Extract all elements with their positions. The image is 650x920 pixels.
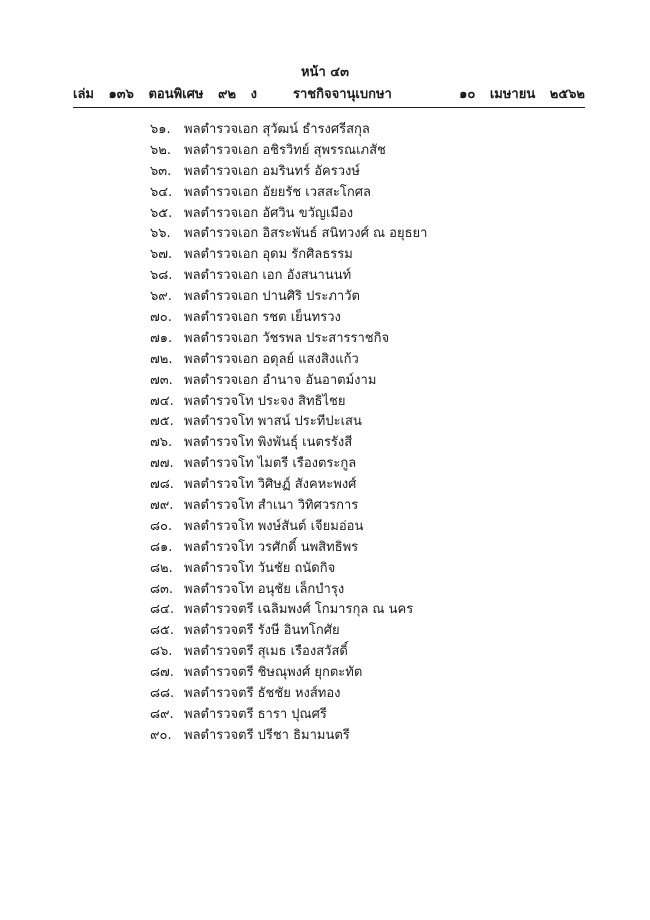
page-number: หน้า ๔๓ xyxy=(300,65,349,80)
entry-rank: พลตำรวจเอก xyxy=(184,142,259,158)
list-item xyxy=(150,600,427,621)
entry-name: พาสน์ ประทีปะเสน xyxy=(257,414,362,430)
entry-name: สำเนา วิทิศวรการ xyxy=(257,498,359,514)
entry-name: อำนาจ อันอาตม์งาม xyxy=(262,372,377,388)
entry-name: อดุลย์ แสงสิงแก้ว xyxy=(262,351,359,367)
entry-rank: พลตำรวจเอก xyxy=(184,247,259,263)
entry-rank: พลตำรวจตรี xyxy=(184,665,254,681)
entry-rank: พลตำรวจตรี xyxy=(184,706,254,722)
volume-label: เล่ม xyxy=(73,87,94,102)
list-item xyxy=(150,141,427,162)
entry-number: ๗๑. xyxy=(150,330,173,346)
entry-number: ๘๑. xyxy=(150,539,173,555)
entry-name: วรศักดิ์ นพสิทธิพร xyxy=(257,539,359,555)
entry-rank: พลตำรวจโท xyxy=(184,518,254,534)
list-item xyxy=(150,433,427,454)
entry-rank: พลตำรวจโท xyxy=(184,560,254,576)
list-item xyxy=(150,496,427,517)
name-list xyxy=(150,120,427,747)
list-item xyxy=(150,245,427,266)
list-item xyxy=(150,162,427,183)
entry-number: ๘๒. xyxy=(150,560,173,576)
entry-number: ๗๘. xyxy=(150,477,174,493)
entry-name: ประจง สิทธิไชย xyxy=(257,393,346,409)
list-item xyxy=(150,183,427,204)
entry-name: อิสระพันธ์ สนิทวงศ์ ณ อยุธยา xyxy=(262,226,428,242)
entry-rank: พลตำรวจเอก xyxy=(184,351,259,367)
list-item xyxy=(150,726,427,747)
entry-number: ๖๙. xyxy=(150,289,172,305)
entry-name: เฉลิมพงศ์ โกมารกุล ณ นคร xyxy=(257,602,414,618)
entry-rank: พลตำรวจโท xyxy=(184,581,254,597)
entry-number: ๖๘. xyxy=(150,268,173,284)
entry-rank: พลตำรวจโท xyxy=(184,414,254,430)
entry-number: ๗๐. xyxy=(150,310,172,326)
list-item xyxy=(150,412,427,433)
entry-number: ๘๖. xyxy=(150,644,173,660)
entry-name: อัศวิน ขวัญเมือง xyxy=(262,205,354,221)
publication-date xyxy=(459,86,585,104)
entry-name: เอก อังสนานนท์ xyxy=(262,268,352,284)
list-item xyxy=(150,120,427,141)
entry-name: รชต เย็นทรวง xyxy=(262,310,341,326)
list-item xyxy=(150,308,427,329)
entry-name: รังษี อินทโกศัย xyxy=(257,623,340,639)
list-item xyxy=(150,663,427,684)
list-item xyxy=(150,580,427,601)
entry-rank: พลตำรวจตรี xyxy=(184,727,254,743)
entry-rank: พลตำรวจเอก xyxy=(184,122,259,137)
list-item xyxy=(150,475,427,496)
list-item xyxy=(150,392,427,413)
date-month: เมษายน xyxy=(489,87,536,102)
section-letter: ง xyxy=(250,87,257,102)
entry-number: ๗๙. xyxy=(150,498,174,514)
entry-name: อนุชัย เล็กบำรุง xyxy=(257,581,345,597)
entry-number: ๖๓. xyxy=(150,163,172,179)
entry-rank: พลตำรวจเอก xyxy=(184,205,259,221)
entry-number: ๖๕. xyxy=(150,205,173,221)
entry-rank: พลตำรวจโท xyxy=(184,435,254,451)
entry-name: ไมตรี เรืองตระกูล xyxy=(257,456,357,472)
entry-name: อุดม รักศิลธรรม xyxy=(262,247,353,263)
entry-name: พงษ์สันต์ เจียมอ่อน xyxy=(257,518,364,534)
list-item xyxy=(150,204,427,225)
list-item xyxy=(150,224,427,245)
entry-rank: พลตำรวจโท xyxy=(184,393,254,409)
entry-number: ๘๓. xyxy=(150,581,174,597)
entry-rank: พลตำรวจเอก xyxy=(184,226,259,242)
entry-number: ๗๓. xyxy=(150,372,173,388)
list-item xyxy=(150,538,427,559)
entry-name: วิศิษฏ์ สังคหะพงศ์ xyxy=(257,477,357,493)
list-item xyxy=(150,517,427,538)
entry-rank: พลตำรวจเอก xyxy=(184,372,259,388)
list-item xyxy=(150,621,427,642)
date-year: ๒๕๖๒ xyxy=(549,87,585,102)
entry-rank: พลตำรวจเอก xyxy=(184,289,259,305)
entry-rank: พลตำรวจเอก xyxy=(184,268,259,284)
entry-name: อชิรวิทย์ สุพรรณเภสัช xyxy=(262,142,386,158)
entry-number: ๗๕. xyxy=(150,414,174,430)
entry-name: วันชัย ถนัดกิจ xyxy=(257,560,336,576)
entry-name: สุวัฒน์ ธำรงศรีสกุล xyxy=(262,122,370,137)
entry-rank: พลตำรวจเอก xyxy=(184,163,259,179)
list-item xyxy=(150,266,427,287)
entry-rank: พลตำรวจตรี xyxy=(184,686,254,702)
list-item xyxy=(150,454,427,475)
list-item xyxy=(150,350,427,371)
entry-name: พิงพันธุ์ เนตรรังสี xyxy=(257,435,353,451)
issue-number: ๙๒ xyxy=(217,87,237,102)
volume-issue-info xyxy=(73,86,267,104)
entry-name: ธารา ปุณศรี xyxy=(257,706,327,722)
entry-name: อมรินทร์ อัครวงษ์ xyxy=(262,163,360,179)
entry-rank: พลตำรวจโท xyxy=(184,498,254,514)
date-day: ๑๐ xyxy=(459,87,476,102)
entry-number: ๘๘. xyxy=(150,686,175,702)
entry-number: ๘๔. xyxy=(150,602,175,618)
entry-number: ๖๑. xyxy=(150,122,171,137)
entry-name: ปรีชา ธิมามนตรี xyxy=(257,727,350,743)
list-item xyxy=(150,705,427,726)
volume-number: ๑๓๖ xyxy=(108,87,134,102)
entry-number: ๗๗. xyxy=(150,456,174,472)
list-item xyxy=(150,287,427,308)
header-divider xyxy=(73,107,585,108)
entry-rank: พลตำรวจเอก xyxy=(184,184,259,200)
entry-rank: พลตำรวจโท xyxy=(184,456,254,472)
list-item xyxy=(150,329,427,350)
entry-name: วัชรพล ประสารราชกิจ xyxy=(262,330,390,346)
gazette-header xyxy=(73,86,585,104)
list-item xyxy=(150,371,427,392)
entry-number: ๘๕. xyxy=(150,623,175,639)
entry-rank: พลตำรวจเอก xyxy=(184,310,259,326)
entry-number: ๗๔. xyxy=(150,393,174,409)
entry-name: สุเมธ เรืองสวัสดิ์ xyxy=(257,644,348,660)
entry-number: ๗๖. xyxy=(150,435,173,451)
entry-number: ๙๐. xyxy=(150,727,172,743)
entry-number: ๖๗. xyxy=(150,247,173,263)
list-item xyxy=(150,642,427,663)
entry-rank: พลตำรวจตรี xyxy=(184,623,254,639)
entry-name: ธัชชัย หงส์ทอง xyxy=(257,686,341,702)
entry-name: ชิษณุพงศ์ ยุกตะทัต xyxy=(257,665,363,681)
entry-number: ๖๒. xyxy=(150,142,171,158)
entry-name: อัยยรัช เวสสะโกศล xyxy=(262,184,371,200)
entry-rank: พลตำรวจโท xyxy=(184,477,254,493)
entry-rank: พลตำรวจตรี xyxy=(184,644,254,660)
entry-number: ๖๔. xyxy=(150,184,173,200)
list-item xyxy=(150,684,427,705)
entry-number: ๘๐. xyxy=(150,518,173,534)
entry-rank: พลตำรวจเอก xyxy=(184,330,259,346)
entry-number: ๘๙. xyxy=(150,706,174,722)
gazette-name: ราชกิจจานุเบกษา xyxy=(293,87,392,102)
entry-rank: พลตำรวจโท xyxy=(184,539,254,555)
entry-name: ปานศิริ ประภาวัต xyxy=(262,289,360,305)
entry-rank: พลตำรวจตรี xyxy=(184,602,254,618)
list-item xyxy=(150,559,427,580)
entry-number: ๘๗. xyxy=(150,665,174,681)
entry-number: ๗๒. xyxy=(150,351,173,367)
entry-number: ๖๖. xyxy=(150,226,171,242)
issue-label: ตอนพิเศษ xyxy=(148,87,204,102)
